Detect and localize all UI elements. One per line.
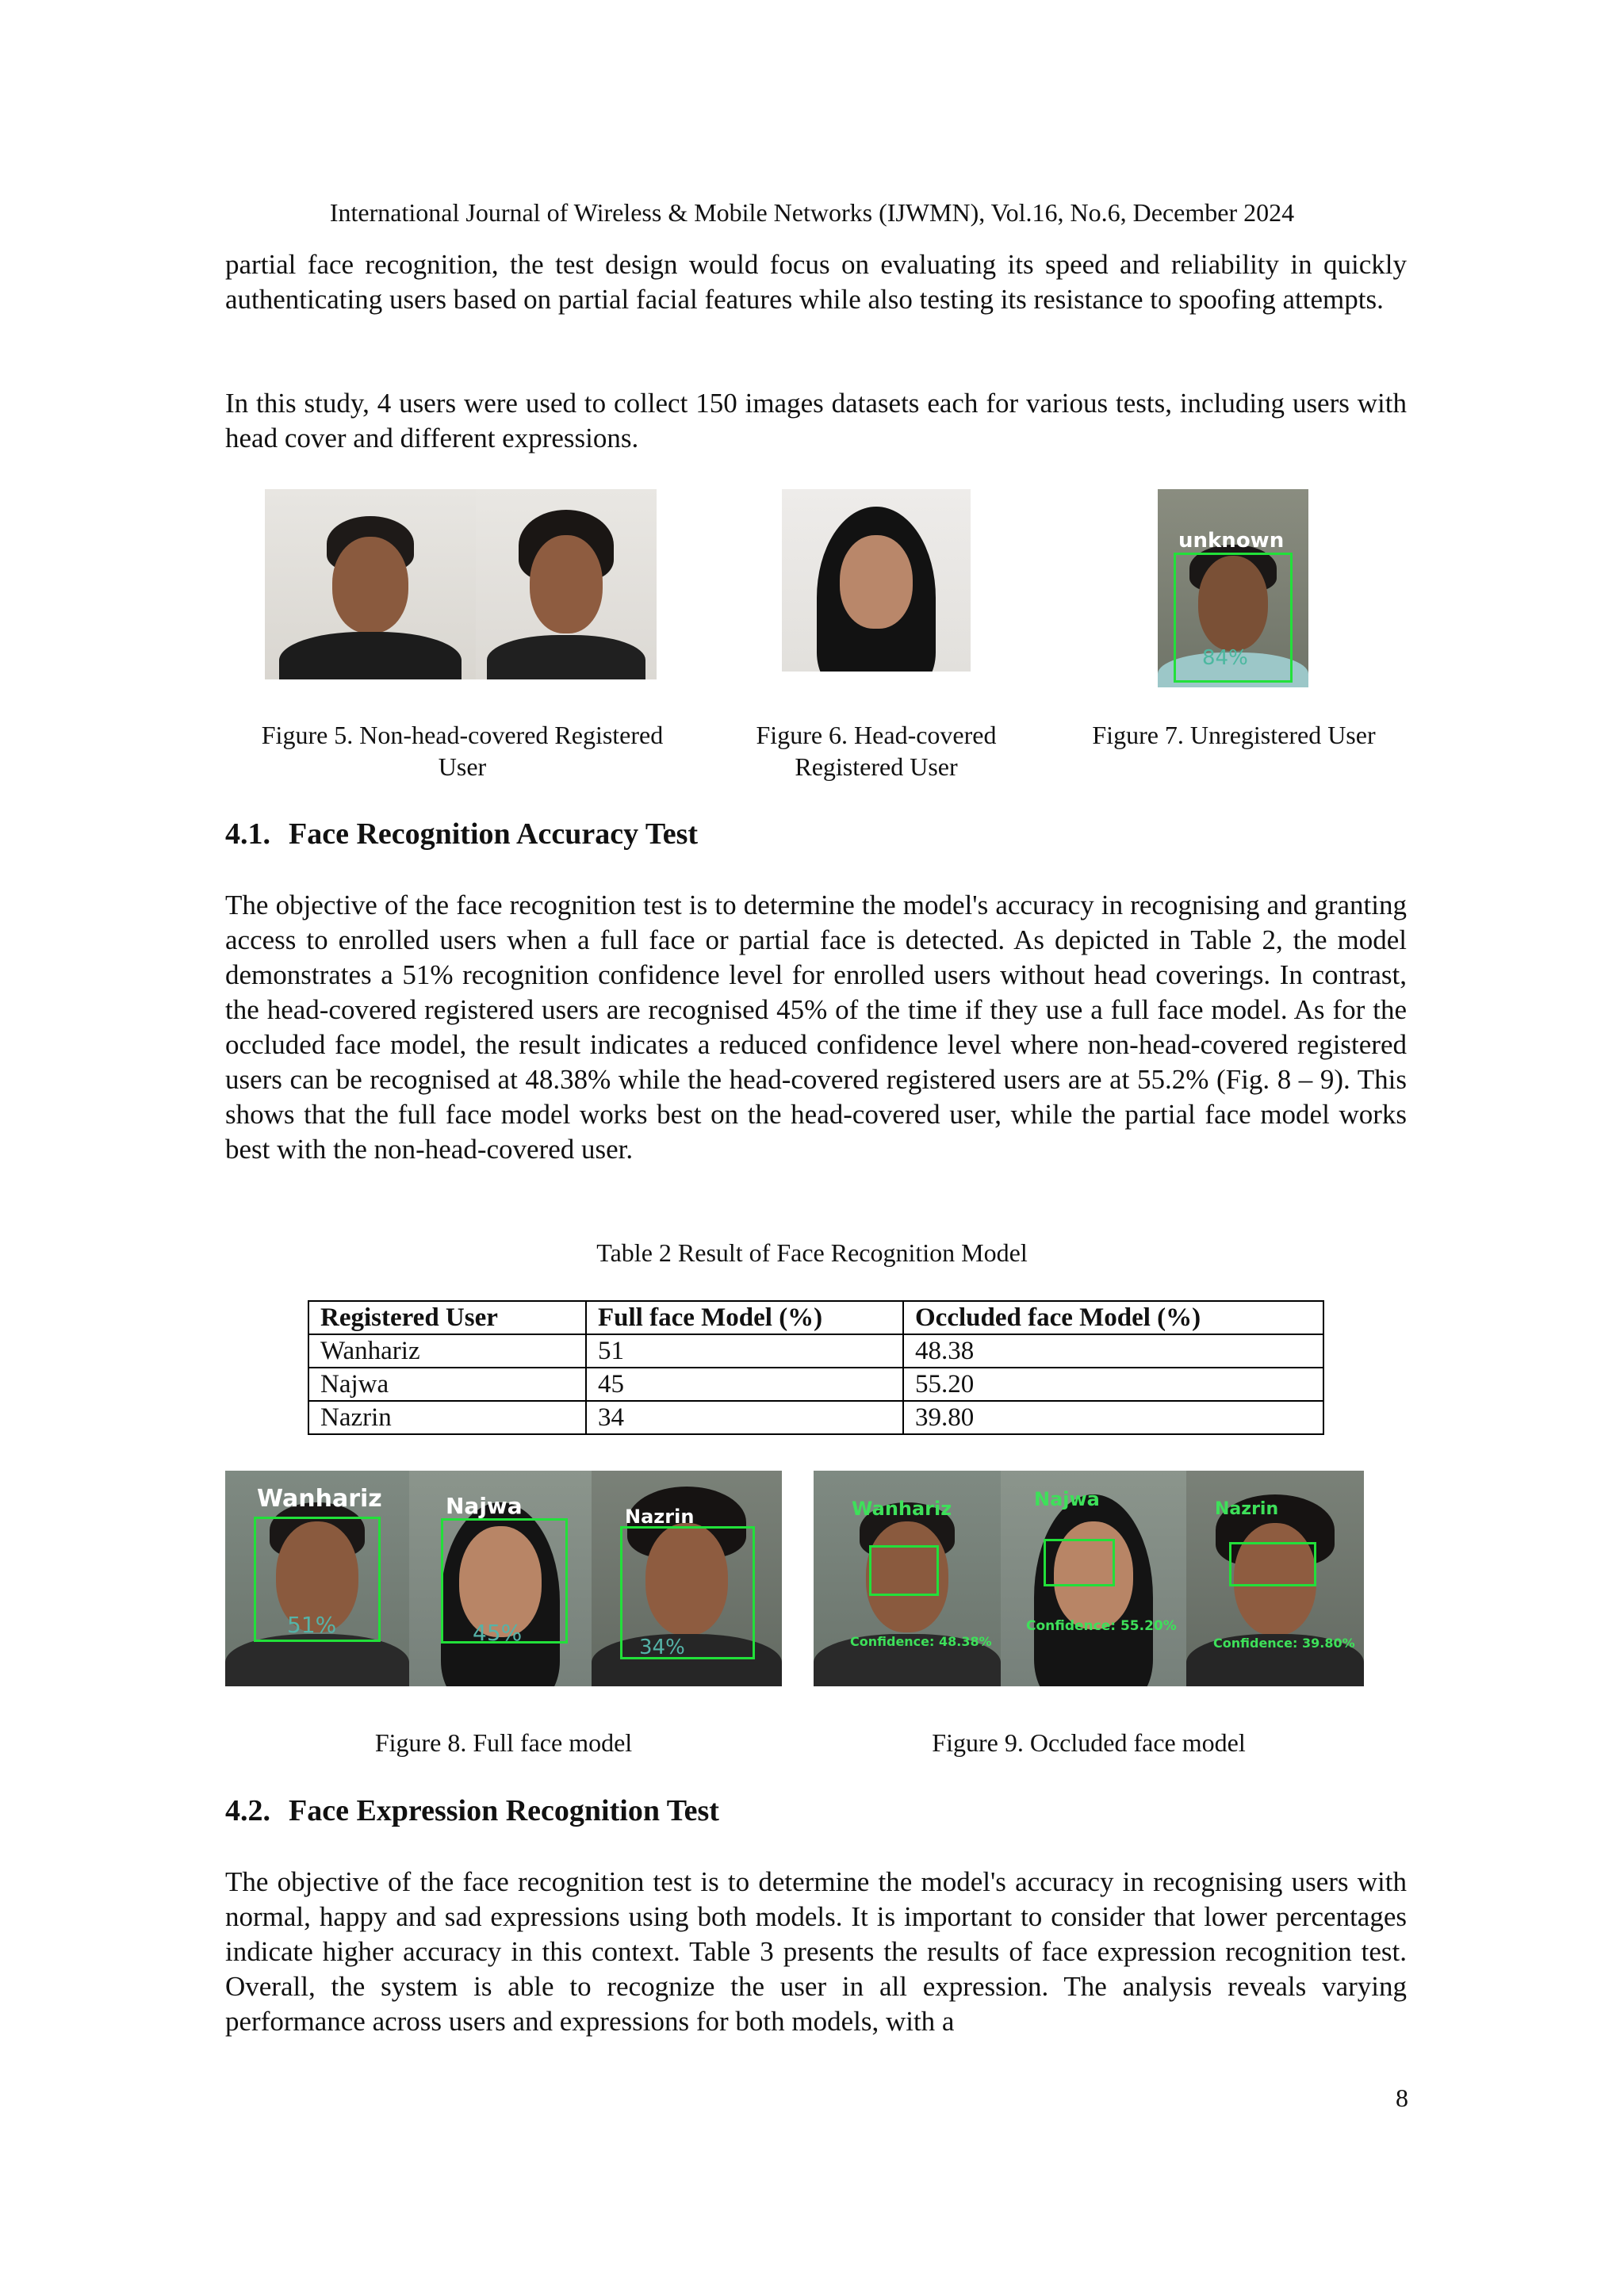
figure6-photo xyxy=(782,489,971,672)
figure8-label-wanhariz: Wanhariz xyxy=(257,1485,382,1513)
figure5-caption: Figure 5. Non-head-covered Registered User xyxy=(261,721,664,781)
paragraph-study: In this study, 4 users were used to collect 150 images datasets each for various tests, including users with head cover and different expressions. xyxy=(225,388,1407,453)
table-cell: Najwa xyxy=(308,1368,586,1401)
table-cell: 51 xyxy=(586,1334,903,1368)
figure7-caption: Figure 7. Unregistered User xyxy=(1092,721,1376,749)
table-header-cell: Registered User xyxy=(308,1301,586,1334)
figure8-photo-wanhariz xyxy=(225,1471,409,1686)
figure7-score: 84% xyxy=(1202,646,1248,670)
figure9-conf-najwa: Confidence: 55.20% xyxy=(1026,1618,1177,1634)
section-4-2-heading: 4.2. Face Expression Recognition Test xyxy=(225,1794,719,1827)
figure5-photo-right xyxy=(476,489,657,679)
figure8-score-najwa: 45% xyxy=(473,1620,523,1646)
table-row xyxy=(308,1401,1323,1434)
table-cell: 48.38 xyxy=(903,1334,1323,1368)
figure9-photo-nazrin xyxy=(1186,1471,1364,1686)
figure8-photo-nazrin xyxy=(592,1471,782,1686)
figure8-label-nazrin: Nazrin xyxy=(625,1506,695,1528)
table-cell: Nazrin xyxy=(308,1401,586,1434)
figure9-label-nazrin: Nazrin xyxy=(1215,1499,1279,1519)
table-header-cell: Occluded face Model (%) xyxy=(903,1301,1323,1334)
figure9-photo-najwa xyxy=(1001,1471,1186,1686)
table-cell: Wanhariz xyxy=(308,1334,586,1368)
figure5-photo-left xyxy=(265,489,476,679)
figure6-caption: Figure 6. Head-covered Registered User xyxy=(756,721,997,781)
page-number: 8 xyxy=(1396,2084,1408,2112)
section-4-1-heading: 4.1. Face Recognition Accuracy Test xyxy=(225,817,699,851)
figure8-caption: Figure 8. Full face model xyxy=(374,1728,633,1757)
figure8-score-nazrin: 34% xyxy=(639,1636,685,1659)
table-header-cell: Full face Model (%) xyxy=(586,1301,903,1334)
table-cell: 34 xyxy=(586,1401,903,1434)
figure9-label-wanhariz: Wanhariz xyxy=(852,1498,952,1520)
paragraph-accuracy: The objective of the face recognition test is to determine the model's accuracy in recognising and granting access to enrolled users when a full face or partial face is detected. As depicted in Table 2, the model demonstrates a 51% recognition confidence level for enrolled users without head coverings. In contrast, the head-covered registered users are recognised 45% of the time if they use a full face model. As for the occluded face model, the result indicates a reduced confidence level where non-head-covered registered users can be recognised at 48.38% while the head-covered registered users are at 55.2% (Fig. 8 – 9). This shows that the full face model works best on the head-covered user, while the partial face model works best with the non-head-covered user. xyxy=(225,890,1407,1165)
journal-header: International Journal of Wireless & Mobile Networks (IJWMN), Vol.16, No.6, December 2024 xyxy=(329,198,1295,227)
table2 xyxy=(308,1300,1324,1435)
figure9-label-najwa: Najwa xyxy=(1034,1488,1100,1510)
paragraph-expression: The objective of the face recognition test is to determine the model's accuracy in recognising users with normal, happy and sad expressions using both models. It is important to consider that lower percentages indicate higher accuracy in this context. Table 3 presents the results of face expression recognition test. Overall, the system is able to recognize the user in all expression. The analysis reveals varying performance across users and expressions for both models, with a xyxy=(225,1866,1407,2037)
figure8-photo-najwa xyxy=(409,1471,592,1686)
figure8-score-wanhariz: 51% xyxy=(287,1612,337,1638)
figure9-photo-wanhariz xyxy=(814,1471,1001,1686)
table-row xyxy=(308,1368,1323,1401)
paragraph-intro: partial face recognition, the test design would focus on evaluating its speed and reliability in quickly authenticating users based on partial facial features while also testing its resistance to spoofing attempts. xyxy=(225,249,1407,315)
table-cell: 39.80 xyxy=(903,1401,1323,1434)
table-cell: 45 xyxy=(586,1368,903,1401)
figure7-label: unknown xyxy=(1178,529,1285,553)
table-cell: 55.20 xyxy=(903,1368,1323,1401)
figure8-label-najwa: Najwa xyxy=(446,1493,523,1519)
table-header-row xyxy=(308,1301,1323,1334)
figure9-caption: Figure 9. Occluded face model xyxy=(932,1728,1246,1757)
figure7-photo xyxy=(1158,489,1308,687)
figure9-conf-wanhariz: Confidence: 48.38% xyxy=(850,1634,992,1649)
table-row xyxy=(308,1334,1323,1368)
table2-caption: Table 2 Result of Face Recognition Model xyxy=(596,1238,1028,1267)
figure9-conf-nazrin: Confidence: 39.80% xyxy=(1213,1636,1355,1651)
